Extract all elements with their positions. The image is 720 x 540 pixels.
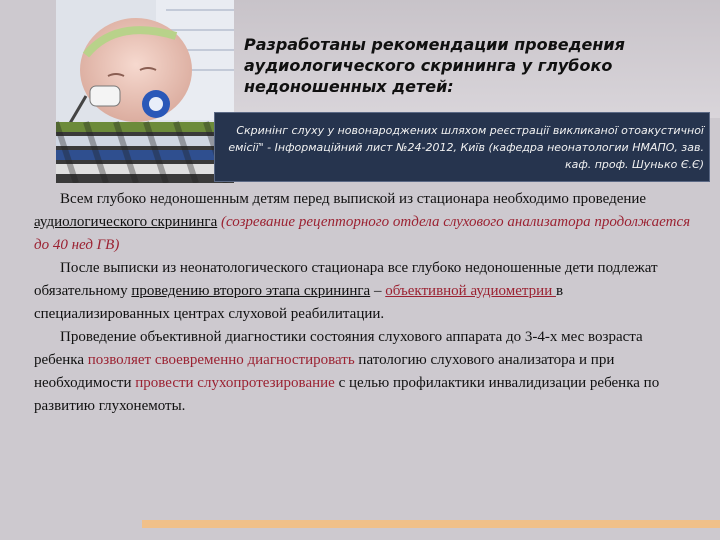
paragraph-second-stage [34, 257, 696, 326]
p1-underlined-screening: аудиологического скрининга [34, 214, 218, 230]
p2-text: После выписки из неонатологического стационара все глубоко недоношенные дети подлежат обязательному [34, 260, 658, 299]
p2-text-end: в специализированных центрах слуховой реабилитации. [34, 283, 564, 322]
accent-bar [142, 520, 720, 528]
paragraph-diagnostics [34, 326, 696, 418]
p3-highlight-hearing-aids: провести слухопротезирование [135, 375, 335, 391]
p2-objective-audiometry: объективной аудиометрии [385, 283, 556, 299]
p2-dash: – [370, 283, 386, 299]
slide-title: Разработаны рекомендации проведения аудиологического скрининга у глубоко недоношенных детей: [244, 35, 625, 96]
body-text [34, 188, 696, 418]
source-citation: Скринінг слуху у новонароджених шляхом реєстрації викликаної отоакустичної емісії" - Інформаційний лист №24-2012, Київ (кафедра неонатологии НМАПО, зав. каф. проф. Шунько Є.Є) [228, 124, 704, 171]
paragraph-screening [34, 188, 696, 257]
p3-text-mid: патологию слухового анализатора и при необходимости [34, 352, 615, 391]
newborn-photo [56, 0, 234, 183]
p3-text-end: с целью профилактики инвалидизации ребенка по развитию глухонемоты. [34, 375, 660, 414]
p1-italic-note: (созревание рецепторного отдела слухового анализатора продолжается до 40 нед ГВ) [34, 214, 691, 253]
baby-with-hearing-probe-image [56, 0, 234, 183]
p2-underlined-second-stage: проведению второго этапа скрининга [131, 283, 371, 299]
p3-text: Проведение объективной диагностики состояния слухового аппарата до 3-4-х мес возраста ребенка [34, 329, 643, 368]
p3-highlight-diagnose: позволяет своевременно диагностировать [87, 352, 355, 368]
p1-text: Всем глубоко недоношенным детям перед выпиской из стационара необходимо проведение [60, 191, 647, 207]
